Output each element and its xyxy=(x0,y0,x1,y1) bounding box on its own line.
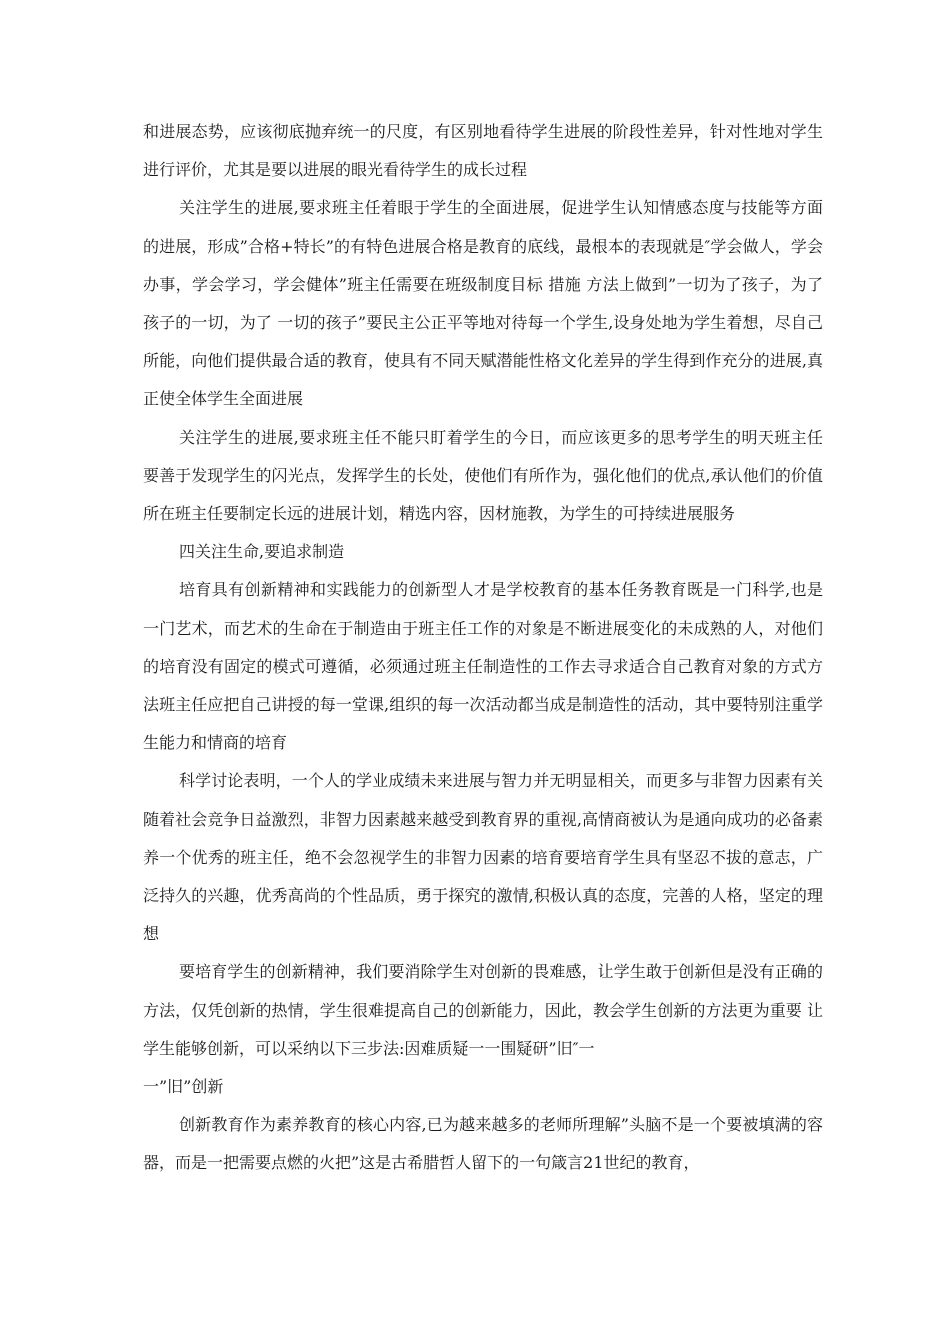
paragraph-8: 一”旧”创新 xyxy=(143,1077,224,1097)
section-heading-4: 四关注生命,要追求制造 xyxy=(179,542,345,562)
paragraph-9: 创新教育作为素养教育的核心内容,已为越来越多的老师所理解”头脑不是一个要被填满的容器，而是一把需要点燃的火把”这是古希腊哲人留下的一句箴言21世纪的教育， xyxy=(143,1115,823,1173)
paragraph-5: 培育具有创新精神和实践能力的创新型人才是学校教育的基本任务教育既是一门科学,也是一门艺术，而艺术的生命在于制造由于班主任工作的对象是不断进展变化的未成熟的人，对他们的培育没有固定的模式可遵循，必须通过班主任制造性的工作去寻求适合自己教育对象的方式方法班主任应把自己讲授的每一堂课,组织的每一次活动都当成是制造性的活动，其中要特别注重学生能力和情商的培育 xyxy=(143,580,823,753)
paragraph-1: 和进展态势，应该彻底抛弃统一的尺度，有区别地看待学生进展的阶段性差异，针对性地对学生进行评价，尤其是要以进展的眼光看待学生的成长过程 xyxy=(143,122,823,180)
paragraph-7: 要培育学生的创新精神，我们要消除学生对创新的畏难感，让学生敢于创新但是没有正确的方法，仅凭创新的热情，学生很难提高自己的创新能力，因此，教会学生创新的方法更为重要 让学生能够创新，可以采纳以下三步法:因难质疑一一围疑研”旧″一 xyxy=(143,962,823,1058)
document-body xyxy=(143,113,823,1183)
paragraph-2: 关注学生的进展,要求班主任着眼于学生的全面进展，促进学生认知情感态度与技能等方面的进展，形成”合格+特长”的有特色进展合格是教育的底线，最根本的表现就是″学会做人，学会办事，学会学习，学会健体”班主任需要在班级制度目标 措施 方法上做到”一切为了孩子，为了孩子的一切，为了 一切的孩子”要民主公正平等地对待每一个学生,设身处地为学生着想，尽自己所能，向他们提供最合适的教育，使具有不同天赋潜能性格文化差异的学生得到作充分的进展,真正使全体学生全面进展 xyxy=(143,198,823,409)
paragraph-3: 关注学生的进展,要求班主任不能只盯着学生的今日，而应该更多的思考学生的明天班主任要善于发现学生的闪光点，发挥学生的长处，使他们有所作为，强化他们的优点,承认他们的价值所在班主任要制定长远的进展计划，精选内容，因材施教，为学生的可持续进展服务 xyxy=(143,427,823,524)
paragraph-6: 科学讨论表明，一个人的学业成绩未来进展与智力并无明显相关，而更多与非智力因素有关随着社会竞争日益激烈，非智力因素越来越受到教育界的重视,高情商被认为是通向成功的必备素养一个优秀的班主任，绝不会忽视学生的非智力因素的培育要培育学生具有坚忍不拔的意志，广泛持久的兴趣，优秀高尚的个性品质，勇于探究的激情,积极认真的态度，完善的人格，坚定的理想 xyxy=(143,771,823,944)
